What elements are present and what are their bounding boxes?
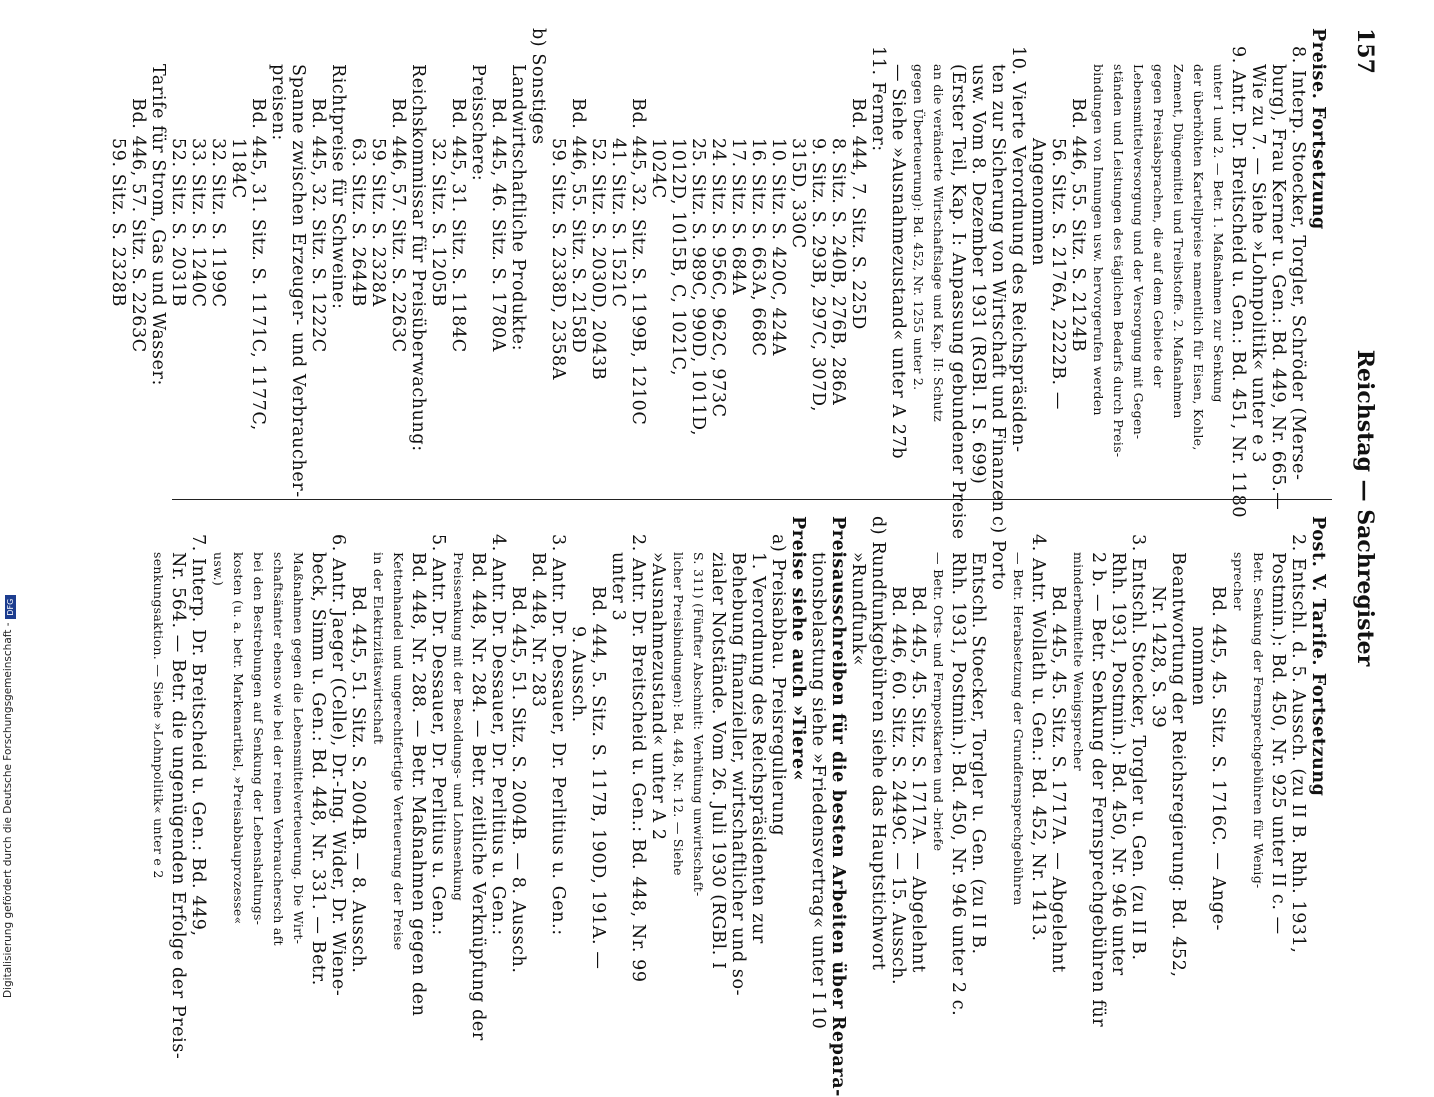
index-line: — Betr. Herabsetzung der Grundfernsprechgebühren (1011, 552, 1026, 906)
index-line: Nr. 564. — Betr. die ungenügenden Erfolge der Preis- (168, 552, 188, 1060)
index-line: Preisschere: (468, 64, 488, 182)
index-line: 5. Antr. Dr. Dessauer, Dr. Perlitius u. Gen.: (428, 534, 448, 936)
index-line: S. 311) (Fünfter Abschnitt: Verhütung unwirtschaft- (691, 552, 706, 897)
index-line: 59. Sitz. S. 2328A (368, 138, 388, 307)
index-line: Lebensmittelversorgung und der Versorgung mit Gegen- (1131, 64, 1146, 440)
index-line: 52. Sitz. S. 2031B (168, 138, 188, 308)
index-line: 1. Verordnung des Reichspräsidenten zur (748, 552, 768, 944)
index-line: gegen Preisabsprachen, die auf dem Gebiete der (1151, 64, 1166, 388)
index-line: Angenommen (1028, 138, 1048, 267)
index-line: 9. Antr. Dr. Breitscheid u. Gen.: Bd. 451, Nr. 1180 (1228, 46, 1248, 519)
index-line: Betr. Senkung der Fernsprechgebühren für Wenig- (1251, 552, 1266, 889)
index-line: Bd. 446, 57. Sitz. S. 2263C (388, 98, 408, 353)
index-line: 17. Sitz. S. 684A (728, 138, 748, 296)
index-line: 52. Sitz. S. 2030D, 2043B (588, 138, 608, 381)
index-line: in der Elektrizitätswirtschaft (371, 552, 386, 745)
index-line: Bd. 446, 55. Sitz. S. 2124B (1068, 98, 1088, 353)
index-line: 1184C (228, 138, 248, 199)
index-line: ten zur Sicherung von Wirtschaft und Finanzen (988, 64, 1008, 513)
index-line: Bd. 448, Nr. 284. — Betr. zeitliche Verknüpfung der (468, 552, 488, 1041)
index-line: Beantwortung der Reichsregierung: Bd. 452, (1168, 552, 1188, 978)
index-column-right (108, 28, 1328, 540)
index-line: Rhh. 1931, Postmin.): Bd. 450, Nr. 946 unter 2 c. (948, 552, 968, 1017)
index-line: beck, Simm u. Gen.: Bd. 448, Nr. 331. — Betr. (308, 552, 328, 986)
dfg-logo-icon: DFG (5, 595, 16, 619)
index-line: 6. Antr. Jaeger (Celle), Dr.-Ing. Wider, Dr. Wiene- (328, 534, 348, 997)
index-line: minderbemittelte Wenigsprecher (1071, 552, 1086, 771)
index-line: Bd. 446, 60. Sitz. S. 2449C. — 15. Aussch. (888, 586, 908, 986)
index-line: c) Porto (988, 516, 1008, 591)
page-header (1344, 28, 1380, 988)
index-line: Zement, Düngemittel und Treibstoffe. 2. Maßnahmen (1171, 64, 1186, 419)
index-line: nommen (1188, 626, 1208, 707)
index-line: 33. Sitz. S. 1240C (188, 138, 208, 308)
index-line: Bd. 445, 31. Sitz. S. 1184C (448, 98, 468, 353)
index-line: 24. Sitz. S. 956C, 962C, 973C (708, 138, 728, 418)
index-line: 2. Entschl. d. 5. Aussch. (zu II B. Rhh. 1931, (1288, 534, 1308, 954)
index-line: tionsbelastung siehe »Friedensvertrag« unter I 10 (808, 552, 828, 1030)
index-line: 25. Sitz. S. 989C, 990D, 1011D, (688, 138, 708, 437)
index-line: Bd. 445, 45. Sitz. S. 1717A. — Abgelehnt (1048, 586, 1068, 973)
index-line: Bd. 445, 32. Sitz. S. 1222C (308, 98, 328, 353)
index-column-left (148, 516, 1328, 1097)
index-line: senkungsaktion. — Siehe »Lohnpolitik« unter e 2 (151, 552, 166, 879)
index-line: 1012D, 1015B, C, 1021C, (668, 138, 688, 377)
index-line: Bd. 445, 31. Sitz. S. 1171C, 1177C, (248, 98, 268, 431)
page-number: 157 (1352, 28, 1378, 74)
index-line: Spanne zwischen Erzeuger- und Verbraucher- (288, 64, 308, 498)
index-line: schaftsämter ebenso wie bei der reinen Verbrauchersch aft (271, 552, 286, 946)
index-line: Bd. 448, Nr. 283 (528, 552, 548, 708)
index-line: gegen Überteuerung): Bd. 452, Nr. 1255 unter 2. (911, 64, 926, 391)
index-line: 10. Sitz. S. 420C, 424A (768, 138, 788, 356)
index-line: 4. Antr. Dr. Dessauer, Dr. Perlitius u. Gen.: (488, 534, 508, 936)
dfg-footer (2, 598, 16, 998)
index-line: usw.) (211, 552, 226, 587)
index-line: Bd. 446, 55. Sitz. S. 2158D (568, 98, 588, 354)
index-line: b) Sonstiges (528, 28, 548, 145)
index-line: — Betr. Orts- und Fernpostkarten und -briefe (931, 552, 946, 852)
index-line: preisen: (268, 64, 288, 141)
index-line: Preise siehe auch »Tiere« (788, 516, 808, 782)
index-line: 8. Sitz. S. 240B, 276B, 286A (828, 138, 848, 406)
index-line: Preisausschreiben für die besten Arbeiten über Repara- (828, 516, 848, 1097)
index-line: 32. Sitz. S. 1199C (208, 138, 228, 308)
index-line: an die veränderte Wirtschaftslage und Kap. II: Schutz (931, 64, 946, 423)
index-line: 59. Sitz. S. 2328B (108, 138, 128, 308)
index-line: 11. Ferner: (868, 46, 888, 152)
index-line: 59. Sitz. S. 2338D, 2358A (548, 138, 568, 381)
page-title: Reichstag — Sachregister (1352, 349, 1378, 667)
index-line: Landwirtschaftliche Produkte: (508, 64, 528, 352)
index-line: 3. Antr. Dr. Dessauer, Dr. Perlitius u. Gen.: (548, 534, 568, 936)
index-line: unter 1 und 2. — Betr. 1. Maßnahmen zur Senkung (1211, 64, 1226, 403)
index-line: Bd. 445, 45. Sitz. S. 1717A. — Abgelehnt (908, 586, 928, 973)
index-line: Richtpreise für Schweine: (328, 64, 348, 310)
index-line: Wie zu 7. — Siehe »Lohnpolitik« unter e 3 (1248, 64, 1268, 464)
index-line: Bd. 445, 51. Sitz. S. 2004B. — 8. Aussch. (348, 586, 368, 974)
index-line: Entschl. Stoecker, Torgler u. Gen. (zu II B. (968, 552, 988, 955)
index-line: »Rundfunk« (848, 552, 868, 666)
index-line: 2. Antr. Dr. Breitscheid u. Gen.: Bd. 448, Nr. 99 (628, 534, 648, 983)
index-line: burg), Frau Kerner u. Gen.: Bd. 449, Nr. 665.— (1268, 64, 1288, 511)
index-line: Postmin.): Bd. 450, Nr. 925 unter II c. — (1268, 552, 1288, 935)
index-line: Bd. 445, 32. Sitz. S. 1199B, 1210C (628, 98, 648, 426)
index-line: Reichskommissar für Preisüberwachung: (408, 64, 428, 452)
index-line: 1024C (648, 138, 668, 199)
index-line: der überhöhten Kartellpreise namentlich für Eisen, Kohle, (1191, 64, 1206, 451)
index-line: 63. Sitz. S. 2644B (348, 138, 368, 308)
index-line: unter 3 (608, 552, 628, 622)
index-line: bindungen von Innungen usw. hervorgerufen werden (1091, 64, 1106, 416)
index-line: »Ausnahmezustand« unter A 2 (648, 552, 668, 841)
index-line: Preissenkung mit der Besoldungs- und Lohnsenkung (451, 552, 466, 902)
index-line: Bd. 444, 7. Sitz. S. 225D (848, 98, 868, 330)
index-line: Behebung finanzieller, wirtschaftlicher und so- (728, 552, 748, 997)
index-line: bei den Bestrebungen auf Senkung der Lebenshaltungs- (251, 552, 266, 926)
index-line: d) Rundfunkgebühren siehe das Hauptstichwort (868, 516, 888, 971)
index-line: Nr. 1428, S. 39 (1148, 586, 1168, 729)
index-line: 7. Interp. Dr. Breitscheid u. Gen.: Bd. 449, (188, 534, 208, 937)
index-line: Post. V. Tarife. Fortsetzung (1308, 516, 1328, 797)
index-line: licher Preisbindungen): Bd. 448, Nr. 12. — Siehe (671, 552, 686, 876)
index-line: ständen und Leistungen des täglichen Bedarfs durch Preis- (1111, 64, 1126, 458)
footer-text: Digitalisierung gefördert durch die Deutsche Forschungsgemeinschaft - (2, 622, 14, 998)
index-line: 8. Interp. Stoecker, Torgler, Schröder (Merse- (1288, 46, 1308, 481)
index-line: 9. Sitz. S. 293B, 297C, 307D, (808, 138, 828, 413)
index-line: Bd. 445, 45. Sitz. S. 1716C. — Ange- (1208, 586, 1228, 932)
index-line: 41. Sitz. S. 1521C (608, 138, 628, 308)
index-line: Kettenhandel und ungerechtfertigte Verteuerung der Preise (391, 552, 406, 951)
index-line: Bd. 448, Nr. 288. — Betr. Maßnahmen gegen den (408, 552, 428, 1017)
index-line: Bd. 445, 46. Sitz. S. 1780A (488, 98, 508, 352)
index-line: 2 b. — Betr. Senkung der Fernsprechgebühren für (1088, 552, 1108, 1028)
index-line: — Siehe »Ausnahmezustand« unter A 27b (888, 64, 908, 460)
rotated-document-page (80, 28, 1380, 1097)
index-line: Tarife für Strom, Gas und Wasser: (148, 64, 168, 386)
index-line: Preise. Fortsetzung (1308, 28, 1328, 230)
index-line: a) Preisabbau. Preisregulierung (768, 534, 788, 837)
column-divider (172, 499, 1332, 500)
index-line: Bd. 445, 51. Sitz. S. 2004B. — 8. Aussch. (508, 586, 528, 974)
index-line: 32. Sitz. S. 1205B (428, 138, 448, 308)
index-line: Maßnahmen gegen die Lebensmittelverteuerung. Die Wirt- (291, 552, 306, 945)
index-line: Rhh. 1931, Postmin.): Bd. 450, Nr. 946 unter (1108, 552, 1128, 976)
index-line: usw. Vom 8. Dezember 1931 (RGBl. I S. 699) (968, 64, 988, 485)
index-line: 56. Sitz. S. 2176A, 2222B. — (1048, 138, 1068, 410)
index-line: Bd. 444, 5. Sitz. S. 117B, 190D, 191A. — (588, 586, 608, 970)
index-line: 3. Entschl. Stoecker, Torgler u. Gen. (zu II B. (1128, 534, 1148, 961)
index-line: 9. Aussch. (568, 626, 588, 723)
index-line: sprecher (1231, 552, 1246, 611)
index-line: (Erster Teil, Kap. I: Anpassung gebundener Preise (948, 64, 968, 540)
index-line: 4. Antr. Wollath u. Gen.: Bd. 452, Nr. 1413. (1028, 534, 1048, 942)
index-line: Bd. 446, 57. Sitz. S. 2263C (128, 98, 148, 353)
index-line: zialer Notstände. Vom 26. Juli 1930 (RGBl. I (708, 552, 728, 970)
index-line: kosten (u. a. betr. Markenartikel, »Preisabbauprozesse« (231, 552, 246, 925)
index-line: 315D, 330C (788, 138, 808, 249)
index-line: 10. Vierte Verordnung des Reichspräsiden- (1008, 46, 1028, 453)
index-line: 16. Sitz. S. 663A, 668C (748, 138, 768, 357)
